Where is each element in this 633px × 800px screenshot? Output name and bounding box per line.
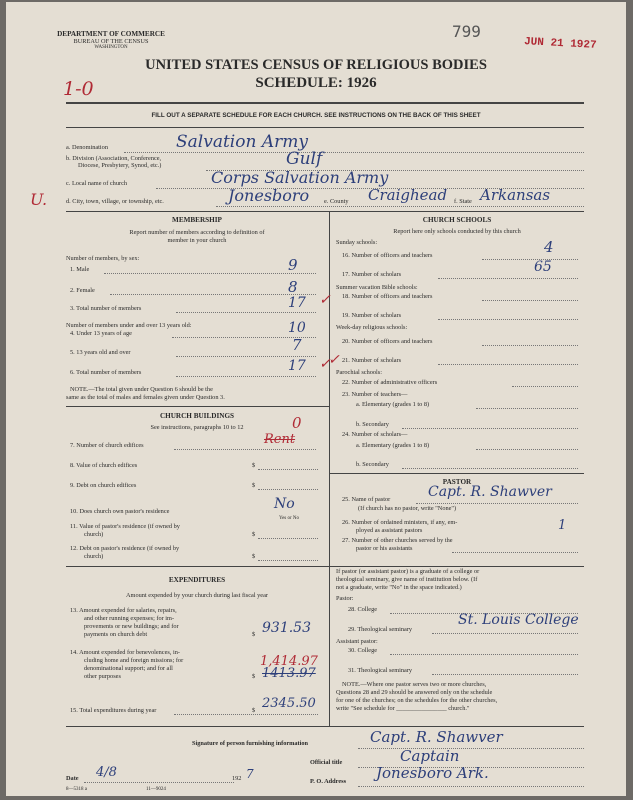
total-members-2-value[interactable]: 17 (288, 358, 306, 374)
sunday-scholars-value[interactable]: 65 (534, 259, 552, 275)
residence-owned-value[interactable]: No (274, 496, 295, 512)
total-expenditures-value[interactable]: 2345.50 (262, 696, 316, 711)
dollar-sign: $ (252, 673, 256, 680)
assistant-ministers-label-2: ployed as assistant pastors (356, 527, 423, 534)
schedule-title: SCHEDULE: 1926 (255, 75, 377, 91)
local-name-label: c. Local name of church (66, 180, 128, 187)
city-name: WASHINGTON (94, 45, 128, 50)
parochial-schools-label: Parochial schools: (336, 369, 382, 376)
pastor-name-label: 25. Name of pastor (342, 496, 391, 503)
checkmark-icon: ✓ (319, 292, 331, 308)
female-value[interactable]: 8 (288, 278, 298, 296)
residence-debt-label-2: church) (84, 553, 104, 560)
county-label: e. County (324, 198, 349, 205)
pastor-name-note: (If church has no pastor, write "None") (358, 505, 457, 512)
year-value[interactable]: 7 (246, 767, 254, 781)
sunday-scholars-label: 17. Number of scholars (342, 271, 402, 278)
yes-no-hint: Yes or No (278, 516, 300, 521)
census-form-sheet (6, 2, 626, 796)
male-label: 1. Male (70, 266, 90, 273)
pastor-name-value[interactable]: Capt. R. Shawver (428, 484, 552, 500)
scholars-elementary-label: a. Elementary (grades 1 to 8) (356, 442, 430, 449)
pastor-seminary-value[interactable]: St. Louis College (458, 612, 579, 628)
pastor-note: NOTE.—Where one pastor serves two or more churches, (342, 681, 487, 688)
teachers-secondary-label: b. Secondary (356, 421, 389, 428)
division-value[interactable]: Gulf (286, 149, 323, 169)
sunday-officers-label: 16. Number of officers and teachers (342, 252, 433, 259)
signature-value[interactable]: Capt. R. Shawver (370, 728, 503, 746)
other-churches-label: 27. Number of other churches served by the (342, 537, 453, 544)
bureau-name: BUREAU OF THE CENSUS (73, 38, 149, 45)
benevolences-label: 14. Amount expended for benevolences, in- (70, 649, 180, 656)
dollar-sign: $ (252, 553, 256, 560)
total-members-2-label: 6. Total number of members (70, 369, 142, 376)
schools-intro: Report here only schools conducted by this church (393, 228, 521, 235)
scholars-secondary-label: b. Secondary (356, 461, 389, 468)
dollar-sign: $ (252, 707, 256, 714)
pastor-college-label: 28. College (348, 606, 378, 613)
division-label: b. Division (Association, Conference, (66, 155, 162, 162)
residence-owned-label: 10. Does church own pastor's residence (70, 508, 170, 515)
buildings-title: CHURCH BUILDINGS (159, 412, 235, 420)
form-code: 8—5318 a (66, 787, 87, 792)
form-instruction: FILL OUT A SEPARATE SCHEDULE FOR EACH CHURCH. SEE INSTRUCTIONS ON THE BACK OF THIS SHEET (151, 112, 481, 119)
assistant-ministers-label: 26. Number of ordained ministers, if any, em- (342, 519, 458, 526)
total-members-label: 3. Total number of members (70, 305, 142, 312)
members-by-sex-label: Number of members, by sex: (66, 255, 140, 262)
sunday-officers-value[interactable]: 4 (544, 238, 554, 256)
pastor-note-3: for one of the churches; on the schedules for the other churches, (336, 697, 498, 704)
denomination-label: a. Denomination (66, 144, 108, 151)
expenditures-intro: Amount expended by your church during last fiscal year (126, 592, 268, 599)
state-value[interactable]: Arkansas (480, 186, 551, 204)
total-expenditures-label: 15. Total expenditures during year (70, 707, 157, 714)
form-number: 799 (452, 22, 481, 41)
pastor-seminary-label: 29. Theological seminary (348, 626, 413, 633)
under-13-value[interactable]: 10 (288, 320, 306, 336)
received-stamp: JUN 21 1927 (523, 36, 597, 52)
dollar-sign: $ (252, 482, 256, 489)
expenditures-title: EXPENDITURES (168, 576, 226, 584)
residence-debt-label: 12. Debt on pastor's residence (if owned by (70, 545, 180, 552)
dollar-sign: $ (252, 631, 256, 638)
state-label: f. State (454, 198, 472, 205)
female-label: 2. Female (70, 287, 95, 294)
pastor-note-2: Questions 28 and 29 should be answered only on the schedule (336, 689, 493, 696)
pastor-note-4: write "See schedule for ________________ church." (336, 705, 470, 712)
form-title: UNITED STATES CENSUS OF RELIGIOUS BODIES (145, 57, 487, 73)
over-13-value[interactable]: 7 (292, 336, 302, 354)
edifices-struck-value: Rent (264, 432, 296, 447)
weekday-officers-label: 20. Number of officers and teachers (342, 338, 433, 345)
membership-note: NOTE.—The total given under Question 6 should be the (70, 386, 213, 393)
signature-label: Signature of person furnishing information (192, 740, 309, 747)
weekday-schools-label: Week-day religious schools: (336, 324, 408, 331)
division-label-2: Diocese, Presbytery, Synod, etc.) (78, 162, 162, 169)
over-13-label: 5. 13 years old and over (70, 349, 131, 356)
assistant-ministers-value[interactable]: 1 (558, 518, 567, 533)
weekday-scholars-label: 21. Number of scholars (342, 357, 402, 364)
county-value[interactable]: Craighead (368, 186, 448, 204)
checkmark-icon: ✓ (328, 352, 340, 368)
under-13-label: 4. Under 13 years of age (70, 330, 132, 337)
handwritten-mark: 1-0 (63, 78, 94, 100)
total-members-value[interactable]: 17 (288, 295, 306, 311)
summer-officers-label: 18. Number of officers and teachers (342, 293, 433, 300)
assistant-college-label: 30. College (348, 647, 378, 654)
assistant-schools-label: Assistant pastor: (336, 638, 378, 645)
sunday-schools-label: Sunday schools: (336, 239, 378, 246)
summer-scholars-label: 19. Number of scholars (342, 312, 402, 319)
city-mark: U. (30, 190, 48, 209)
department-name: DEPARTMENT OF COMMERCE (57, 30, 165, 38)
other-churches-label-2: pastor or his assistants (356, 545, 413, 552)
residence-value-label: 11. Value of pastor's residence (if owned by (70, 523, 180, 530)
graduate-instruction-3: not a graduate, write "No" in the space indicated.) (336, 584, 462, 591)
date-label: Date (66, 775, 79, 782)
running-expenses-label-2: and other running expenses; for im- (84, 615, 175, 622)
year-prefix: 192 (232, 775, 242, 782)
official-title-value[interactable]: Captain (400, 747, 460, 765)
official-title-label: Official title (310, 759, 343, 766)
benevolences-label-2: cluding home and foreign missions; for (84, 657, 184, 664)
date-value[interactable]: 4/8 (96, 765, 117, 780)
running-expenses-label-3: provements or new buildings; and for (84, 623, 179, 630)
denomination-value[interactable]: Salvation Army (176, 132, 308, 152)
edifice-debt-label: 9. Debt on church edifices (70, 482, 137, 489)
running-expenses-label-4: payments on church debt (84, 631, 148, 638)
running-expenses-label: 13. Amount expended for salaries, repairs, (70, 607, 177, 614)
edifice-value-label: 8. Value of church edifices (70, 462, 138, 469)
dollar-sign: $ (252, 462, 256, 469)
running-expenses-value[interactable]: 931.53 (262, 620, 311, 636)
graduate-instruction: If pastor (or assistant pastor) is a graduate of a college or (336, 568, 480, 575)
checkmark-icon: ✓ (319, 356, 331, 372)
edifices-correction: 0 (292, 414, 302, 432)
city-label: d. City, town, village, or township, etc. (66, 198, 164, 205)
pastor-schools-label: Pastor: (336, 595, 354, 602)
membership-title: MEMBERSHIP (172, 216, 222, 224)
benevolences-label-4: other purposes (84, 673, 121, 680)
age-heading: Number of members under and over 13 years old: (66, 322, 192, 329)
parochial-scholars-label: 24. Number of scholars— (342, 431, 408, 438)
print-code: 11—9024 (146, 787, 166, 792)
parochial-officers-label: 22. Number of administrative officers (342, 379, 438, 386)
city-value[interactable]: Jonesboro (228, 186, 310, 205)
edifices-label: 7. Number of church edifices (70, 442, 144, 449)
pastor-title: PASTOR (442, 478, 472, 486)
buildings-instruction: See instructions, paragraphs 10 to 12 (150, 424, 244, 431)
membership-intro: Report number of members according to definition of (129, 229, 265, 236)
po-address-label: P. O. Address (310, 778, 347, 785)
graduate-instruction-2: theological seminary, give name of institution below. (If (336, 576, 478, 583)
summer-schools-label: Summer vacation Bible schools: (336, 284, 418, 291)
residence-value-label-2: church) (84, 531, 104, 538)
teachers-elementary-label: a. Elementary (grades 1 to 8) (356, 401, 430, 408)
dollar-sign: $ (252, 531, 256, 538)
parochial-teachers-label: 23. Number of teachers— (342, 391, 408, 398)
male-value[interactable]: 9 (288, 256, 298, 274)
benevolences-value[interactable]: 1,414.97 (260, 654, 318, 669)
membership-note-2: same as the total of males and females given under Question 3. (66, 394, 225, 401)
membership-intro-2: member in your church (167, 237, 227, 244)
schools-title: CHURCH SCHOOLS (422, 216, 492, 224)
po-address-value[interactable]: Jonesboro Ark. (376, 764, 489, 782)
benevolences-label-3: denominational support; and for all (84, 665, 173, 672)
local-name-value[interactable]: Corps Salvation Army (211, 168, 389, 187)
benevolences-struck-value: 1413.97 (262, 666, 316, 681)
assistant-seminary-label: 31. Theological seminary (348, 667, 413, 674)
